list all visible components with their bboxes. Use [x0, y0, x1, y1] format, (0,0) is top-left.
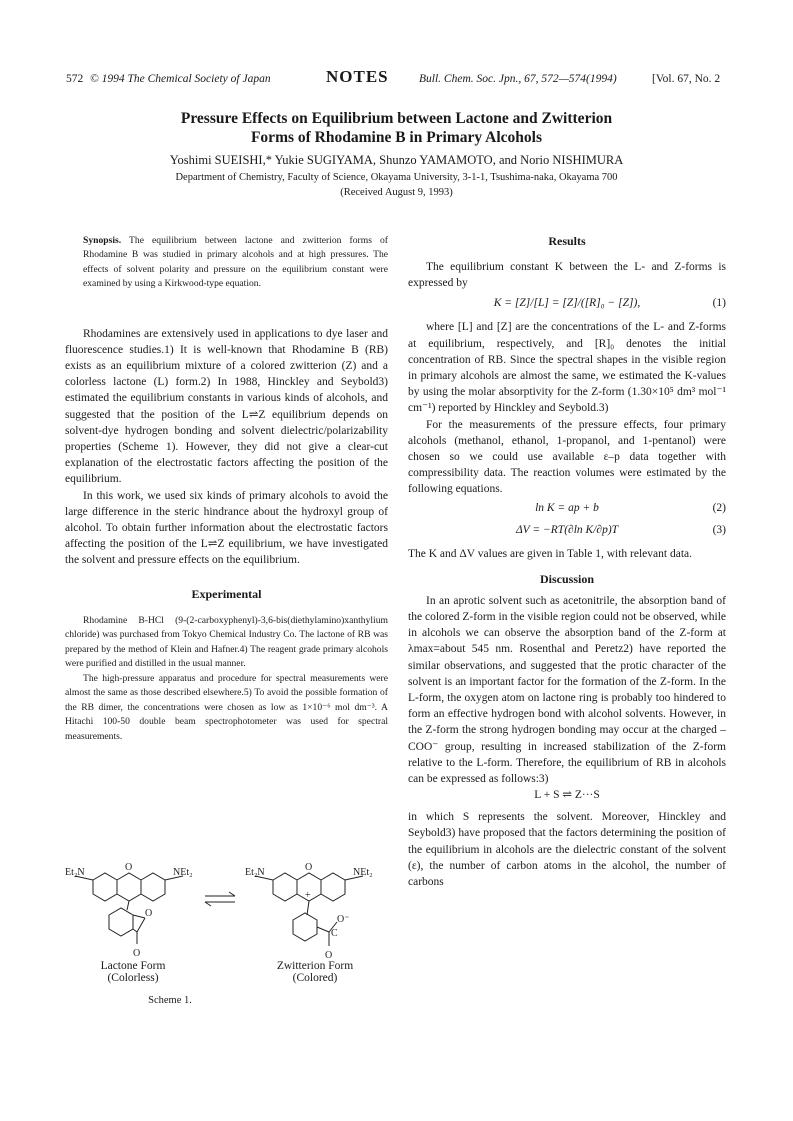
zwitterion-color: (Colored): [292, 972, 338, 984]
scheme-caption: Scheme 1.: [148, 995, 192, 1006]
article-title: [90, 109, 703, 147]
experimental-heading: Experimental: [191, 586, 262, 601]
zwitterion-label: [255, 960, 375, 984]
zwitterion-plus: +: [305, 890, 311, 901]
volume-info: [Vol. 67, No. 2: [652, 73, 721, 85]
zwitterion-carbon: C: [331, 928, 338, 939]
received-date: (Received August 9, 1993): [340, 187, 453, 198]
equation-4: [408, 787, 726, 809]
title-line-1: Pressure Effects on Equilibrium between Lactone and Zwitterion: [180, 110, 613, 127]
equation-3-number: (3): [712, 523, 726, 536]
experimental-paragraph-2: The high-pressure apparatus and procedure for spectral measurements were almost the same as those described elsewhere.5) To avoid the possible formation of the RB dimer, the concentrations were chosen as low as 1×10⁻⁶ mol dm⁻³. A Hitachi 100-50 double beam spectrophotometer was used for spectral measurements.: [65, 672, 388, 742]
lactone-color: (Colorless): [107, 972, 159, 984]
scheme-1: [65, 860, 388, 1010]
results-paragraph-4: The K and ΔV values are given in Table 1, with relevant data.: [408, 547, 692, 560]
equation-1-number: (1): [712, 297, 726, 310]
lactone-label: [73, 960, 193, 984]
zwitterion-net2-right: NEt₂: [353, 867, 373, 878]
experimental-paragraph-1: Rhodamine B-HCl (9-(2-carboxyphenyl)-3,6-bis(diethylamino)xanthylium chloride) was purchased from Tokyo Chemical Industry Co. The lactone of RB was prepared by the method of Klein and Hafner.4) The reagent grade primary alcohols were purified and distilled in the usual manner.: [65, 614, 388, 670]
copyright-line: © 1994 The Chemical Society of Japan: [90, 73, 271, 85]
intro-paragraph-2: In this work, we used six kinds of primary alcohols to avoid the large difference in the steric hindrance about the hydroxyl group of alcohol. To obtain further information about the electrostatic factors affecting the position of the L⇌Z equilibrium, we have investigated the solvent and pressure effects on the equilibrium.: [65, 489, 388, 567]
left-column: [65, 234, 388, 744]
synopsis-text: The equilibrium between lactone and zwitterion forms of Rhodamine B was studied in primary alcohols and at high pressures. The effects of solvent polarity and pressure on the equilibrium constant were examined by using a Kirkwood-type equation.: [83, 235, 388, 290]
discussion-heading: Discussion: [539, 571, 595, 586]
synopsis: [83, 234, 388, 292]
lactone-oxygen: O: [125, 862, 133, 873]
lactone-name: Lactone Form: [100, 960, 166, 972]
affiliation: Department of Chemistry, Faculty of Science, Okayama University, 3-1-1, Tsushima-naka, Okayama 700: [175, 172, 618, 183]
author-list: Yoshimi SUEISHI,* Yukie SUGIYAMA, Shunzo YAMAMOTO, and Norio NISHIMURA: [169, 153, 624, 167]
section-label: NOTES: [326, 67, 389, 86]
equation-2: [408, 502, 726, 524]
results-paragraph-1: The equilibrium constant K between the L- and Z-forms is expressed by: [408, 261, 726, 290]
lactone-carbonyl-oxygen: O: [133, 948, 141, 959]
lactone-net2-left: Et₂N: [65, 867, 85, 878]
lactone-net2-right: NEt₂: [173, 867, 193, 878]
equation-2-number: (2): [712, 501, 726, 514]
equation-2-expression: ln K = ap + b: [535, 501, 599, 514]
lactone-ring-oxygen: O: [145, 908, 153, 919]
equation-3: [408, 524, 726, 546]
running-header: [66, 67, 782, 93]
synopsis-label: Synopsis.: [83, 235, 122, 246]
zwitterion-carbonyl-oxygen: O: [325, 950, 333, 961]
right-column: [408, 234, 726, 890]
equation-1-expression: K = [Z]/[L] = [Z]/([R]₀ − [Z]),: [493, 297, 641, 310]
results-paragraph-3: For the measurements of the pressure effects, four primary alcohols (methanol, ethanol, 1-propanol, and 1-pentanol) were chosen so we could use available ε–p data together with compressibility data. The reaction volumes were estimated by the following equations.: [408, 418, 726, 496]
page-number: 572: [66, 73, 84, 85]
zwitterion-oxygen: O: [305, 862, 313, 873]
results-paragraph-2: where [L] and [Z] are the concentrations of the L- and Z-forms at equilibrium, respectively, and [R]₀ denotes the initial concentration of RB. Since the spectral shapes in the visible region in primary alcohols are almost the same, we estimated the K-values by using the molar absorptivity for the Z-form (1.30×10⁵ dm³ mol⁻¹ cm⁻¹) reported by Hinckley and Seybold.3): [408, 321, 726, 415]
discussion-paragraph-2: in which S represents the solvent. Moreover, Hinckley and Seybold3) have proposed that the factors determining the position of the equilibrium in alcohols are the dielectric constant of the solvent (ε), the number of carbon atoms in the alcohol, the number of carbons: [408, 811, 726, 889]
scheme-structures: [65, 860, 388, 965]
results-heading: Results: [548, 234, 586, 248]
zwitterion-net2-left: Et₂N: [245, 867, 265, 878]
journal-citation: Bull. Chem. Soc. Jpn., 67, 572—574(1994): [419, 73, 617, 85]
title-line-2: Forms of Rhodamine B in Primary Alcohols: [250, 129, 543, 146]
zwitterion-name: Zwitterion Form: [276, 960, 354, 972]
equation-3-expression: ΔV = −RT(∂ln K/∂p)T: [515, 523, 619, 536]
intro-paragraph-1: Rhodamines are extensively used in applications to dye laser and fluorescence studies.1) It is well-known that Rhodamine B (RB) exists as an equilibrium mixture of a colored zwitterion (Z) and a colorless lactone (L) form.2) In 1988, Hinckley and Seybold3) estimated the equilibrium constants in various kinds of alcohols, and suggested that the position of the L⇌Z equilibrium depends on solvent-dye hydrogen bonding and solvent dielectric/polarizability properties (Scheme 1). However, they did not give a clear-cut explanation of the electrostatic factors affecting the position of the equilibrium.: [65, 327, 388, 486]
equation-1: [408, 297, 726, 319]
discussion-paragraph-1: In an aprotic solvent such as acetonitrile, the absorption band of the colored Z-form in the visible region could not be observed, while in alcohols we can observe the absorption band of the Z-form at λmax=about 545 nm. Rosenthal and Peretz2) have reported the similar observations, and suggested that the protic character of the solvent is an important factor for the formation of the Z-form. In the L-form, the oxygen atom on lactone ring is probably too hindered to form an effective hydrogen bond with alcohol solvents. However, in the Z-form the strong hydrogen bonding may occur at the charged –COO⁻ group, resulting in increased stabilization of the Z-form relative to the L-form. Therefore, the equilibrium of RB in alcohols can be expressed as follows:3): [408, 594, 726, 786]
equation-4-expression: L + S ⇌ Z···S: [534, 789, 600, 802]
zwitterion-o-minus: O⁻: [337, 914, 350, 925]
